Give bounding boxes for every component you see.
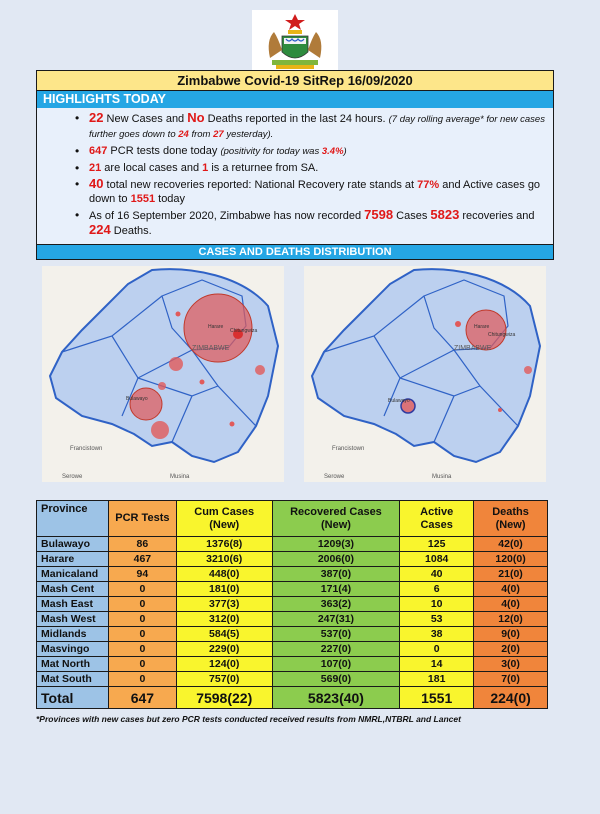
cell-active: 53: [400, 612, 474, 627]
sitrep-sheet: [36, 70, 554, 480]
cell-pcr: 0: [108, 672, 176, 687]
cell-deaths: 9(0): [474, 627, 548, 642]
cell-deaths: 42(0): [474, 537, 548, 552]
cell-pcr: 94: [108, 567, 176, 582]
table-row: [37, 537, 548, 552]
highlights-list: [89, 111, 545, 238]
cell-pcr: 0: [108, 657, 176, 672]
header-recovered: Recovered Cases (New): [272, 501, 400, 537]
cell-province: Mash East: [37, 597, 109, 612]
cell-pcr: 0: [108, 582, 176, 597]
footnote: *Provinces with new cases but zero PCR tests conducted received results from NMRL,NTBRL and Lancet: [36, 714, 461, 724]
cell-cum: 584(5): [176, 627, 272, 642]
cell-pcr: 86: [108, 537, 176, 552]
table-total-row: [37, 687, 548, 709]
highlight-local-cases: • 21 are local cases and 1 is a returnee from SA.: [89, 161, 545, 175]
total-pcr: 647: [108, 687, 176, 709]
cell-deaths: 120(0): [474, 552, 548, 567]
cell-active: 38: [400, 627, 474, 642]
map1-label-harare: Harare: [208, 324, 224, 330]
cell-province: Masvingo: [37, 642, 109, 657]
total-cum: 7598(22): [176, 687, 272, 709]
cell-active: 10: [400, 597, 474, 612]
map2-label-serowe: Serowe: [324, 474, 345, 480]
table-row: [37, 582, 548, 597]
cell-cum: 757(0): [176, 672, 272, 687]
cell-pcr: 0: [108, 612, 176, 627]
cell-province: Harare: [37, 552, 109, 567]
cell-deaths: 3(0): [474, 657, 548, 672]
map1-label-francistown: Francistown: [70, 446, 103, 452]
total-deaths: 224(0): [474, 687, 548, 709]
cell-active: 0: [400, 642, 474, 657]
cell-recovered: 537(0): [272, 627, 400, 642]
cell-active: 181: [400, 672, 474, 687]
header-cum-cases: Cum Cases (New): [176, 501, 272, 537]
map1-label-country: ZIMBABWE: [192, 345, 230, 352]
cell-active: 6: [400, 582, 474, 597]
table-row: [37, 657, 548, 672]
highlight-cumulative: • As of 16 September 2020, Zimbabwe has now recorded 7598 Cases 5823 recoveries and 224 Deaths.: [89, 208, 545, 238]
cell-cum: 377(3): [176, 597, 272, 612]
highlight-pcr-tests: • 647 PCR tests done today (positivity for today was 3.4%): [89, 144, 545, 159]
table-row: [37, 642, 548, 657]
cell-cum: 312(0): [176, 612, 272, 627]
cell-deaths: 4(0): [474, 597, 548, 612]
cell-recovered: 247(31): [272, 612, 400, 627]
highlight-new-cases: • 22 New Cases and No Deaths reported in the last 24 hours. (7 day rolling average* for new cases further goes down to 24 from 27 yesterday).: [89, 111, 545, 142]
cell-province: Mat South: [37, 672, 109, 687]
cell-cum: 229(0): [176, 642, 272, 657]
cell-cum: 181(0): [176, 582, 272, 597]
cell-province: Bulawayo: [37, 537, 109, 552]
cell-pcr: 467: [108, 552, 176, 567]
header-pcr-tests: PCR Tests: [108, 501, 176, 537]
table-row: [37, 672, 548, 687]
province-table: [36, 500, 548, 709]
header-active: Active Cases: [400, 501, 474, 537]
cell-active: 14: [400, 657, 474, 672]
cell-pcr: 0: [108, 627, 176, 642]
cell-recovered: 2006(0): [272, 552, 400, 567]
total-active: 1551: [400, 687, 474, 709]
cell-active: 40: [400, 567, 474, 582]
cell-recovered: 363(2): [272, 597, 400, 612]
cell-cum: 3210(6): [176, 552, 272, 567]
cell-province: Mash Cent: [37, 582, 109, 597]
cell-deaths: 12(0): [474, 612, 548, 627]
coat-of-arms-emblem: [252, 10, 338, 72]
cell-deaths: 7(0): [474, 672, 548, 687]
report-title: Zimbabwe Covid-19 SitRep 16/09/2020: [36, 70, 554, 91]
table-row: [37, 627, 548, 642]
map2-label-francistown: Francistown: [332, 446, 365, 452]
header-province: Province: [37, 501, 109, 537]
map2-label-musina: Musina: [432, 474, 452, 480]
cell-province: Midlands: [37, 627, 109, 642]
map2-label-harare: Harare: [474, 324, 490, 330]
map2-label-chitungwiza: Chitungwiza: [488, 332, 516, 338]
map1-label-chitungwiza: Chitungwiza: [230, 328, 258, 334]
total-label: Total: [37, 687, 109, 709]
deaths-map-graphic: [304, 266, 546, 482]
highlights-box: [36, 108, 554, 245]
cases-map: [42, 266, 284, 482]
map2-label-bulawayo: Bulawayo: [388, 398, 410, 404]
header-deaths: Deaths (New): [474, 501, 548, 537]
cell-recovered: 171(4): [272, 582, 400, 597]
cell-cum: 1376(8): [176, 537, 272, 552]
map1-label-serowe: Serowe: [62, 474, 83, 480]
cell-province: Mash West: [37, 612, 109, 627]
table-row: [37, 567, 548, 582]
cell-cum: 448(0): [176, 567, 272, 582]
cell-pcr: 0: [108, 597, 176, 612]
distribution-heading: CASES AND DEATHS DISTRIBUTION: [36, 245, 554, 260]
map2-label-country: ZIMBABWE: [454, 345, 492, 352]
table-header-row: [37, 501, 548, 537]
cell-deaths: 21(0): [474, 567, 548, 582]
cell-province: Mat North: [37, 657, 109, 672]
map1-label-musina: Musina: [170, 474, 190, 480]
cell-active: 1084: [400, 552, 474, 567]
cell-active: 125: [400, 537, 474, 552]
cell-deaths: 4(0): [474, 582, 548, 597]
cell-recovered: 227(0): [272, 642, 400, 657]
cell-cum: 124(0): [176, 657, 272, 672]
highlights-heading: HIGHLIGHTS TODAY: [36, 91, 554, 108]
map1-label-bulawayo: Bulawayo: [126, 396, 148, 402]
maps-area: [36, 260, 554, 480]
table-row: [37, 552, 548, 567]
cell-pcr: 0: [108, 642, 176, 657]
total-recovered: 5823(40): [272, 687, 400, 709]
highlight-recoveries: • 40 total new recoveries reported: National Recovery rate stands at 77% and Active cases go down to 1551 today: [89, 177, 545, 206]
cell-deaths: 2(0): [474, 642, 548, 657]
cell-recovered: 387(0): [272, 567, 400, 582]
cell-province: Manicaland: [37, 567, 109, 582]
cases-map-graphic: [42, 266, 284, 482]
table-row: [37, 597, 548, 612]
cell-recovered: 107(0): [272, 657, 400, 672]
cell-recovered: 1209(3): [272, 537, 400, 552]
table-row: [37, 612, 548, 627]
cell-recovered: 569(0): [272, 672, 400, 687]
deaths-map: [304, 266, 546, 482]
